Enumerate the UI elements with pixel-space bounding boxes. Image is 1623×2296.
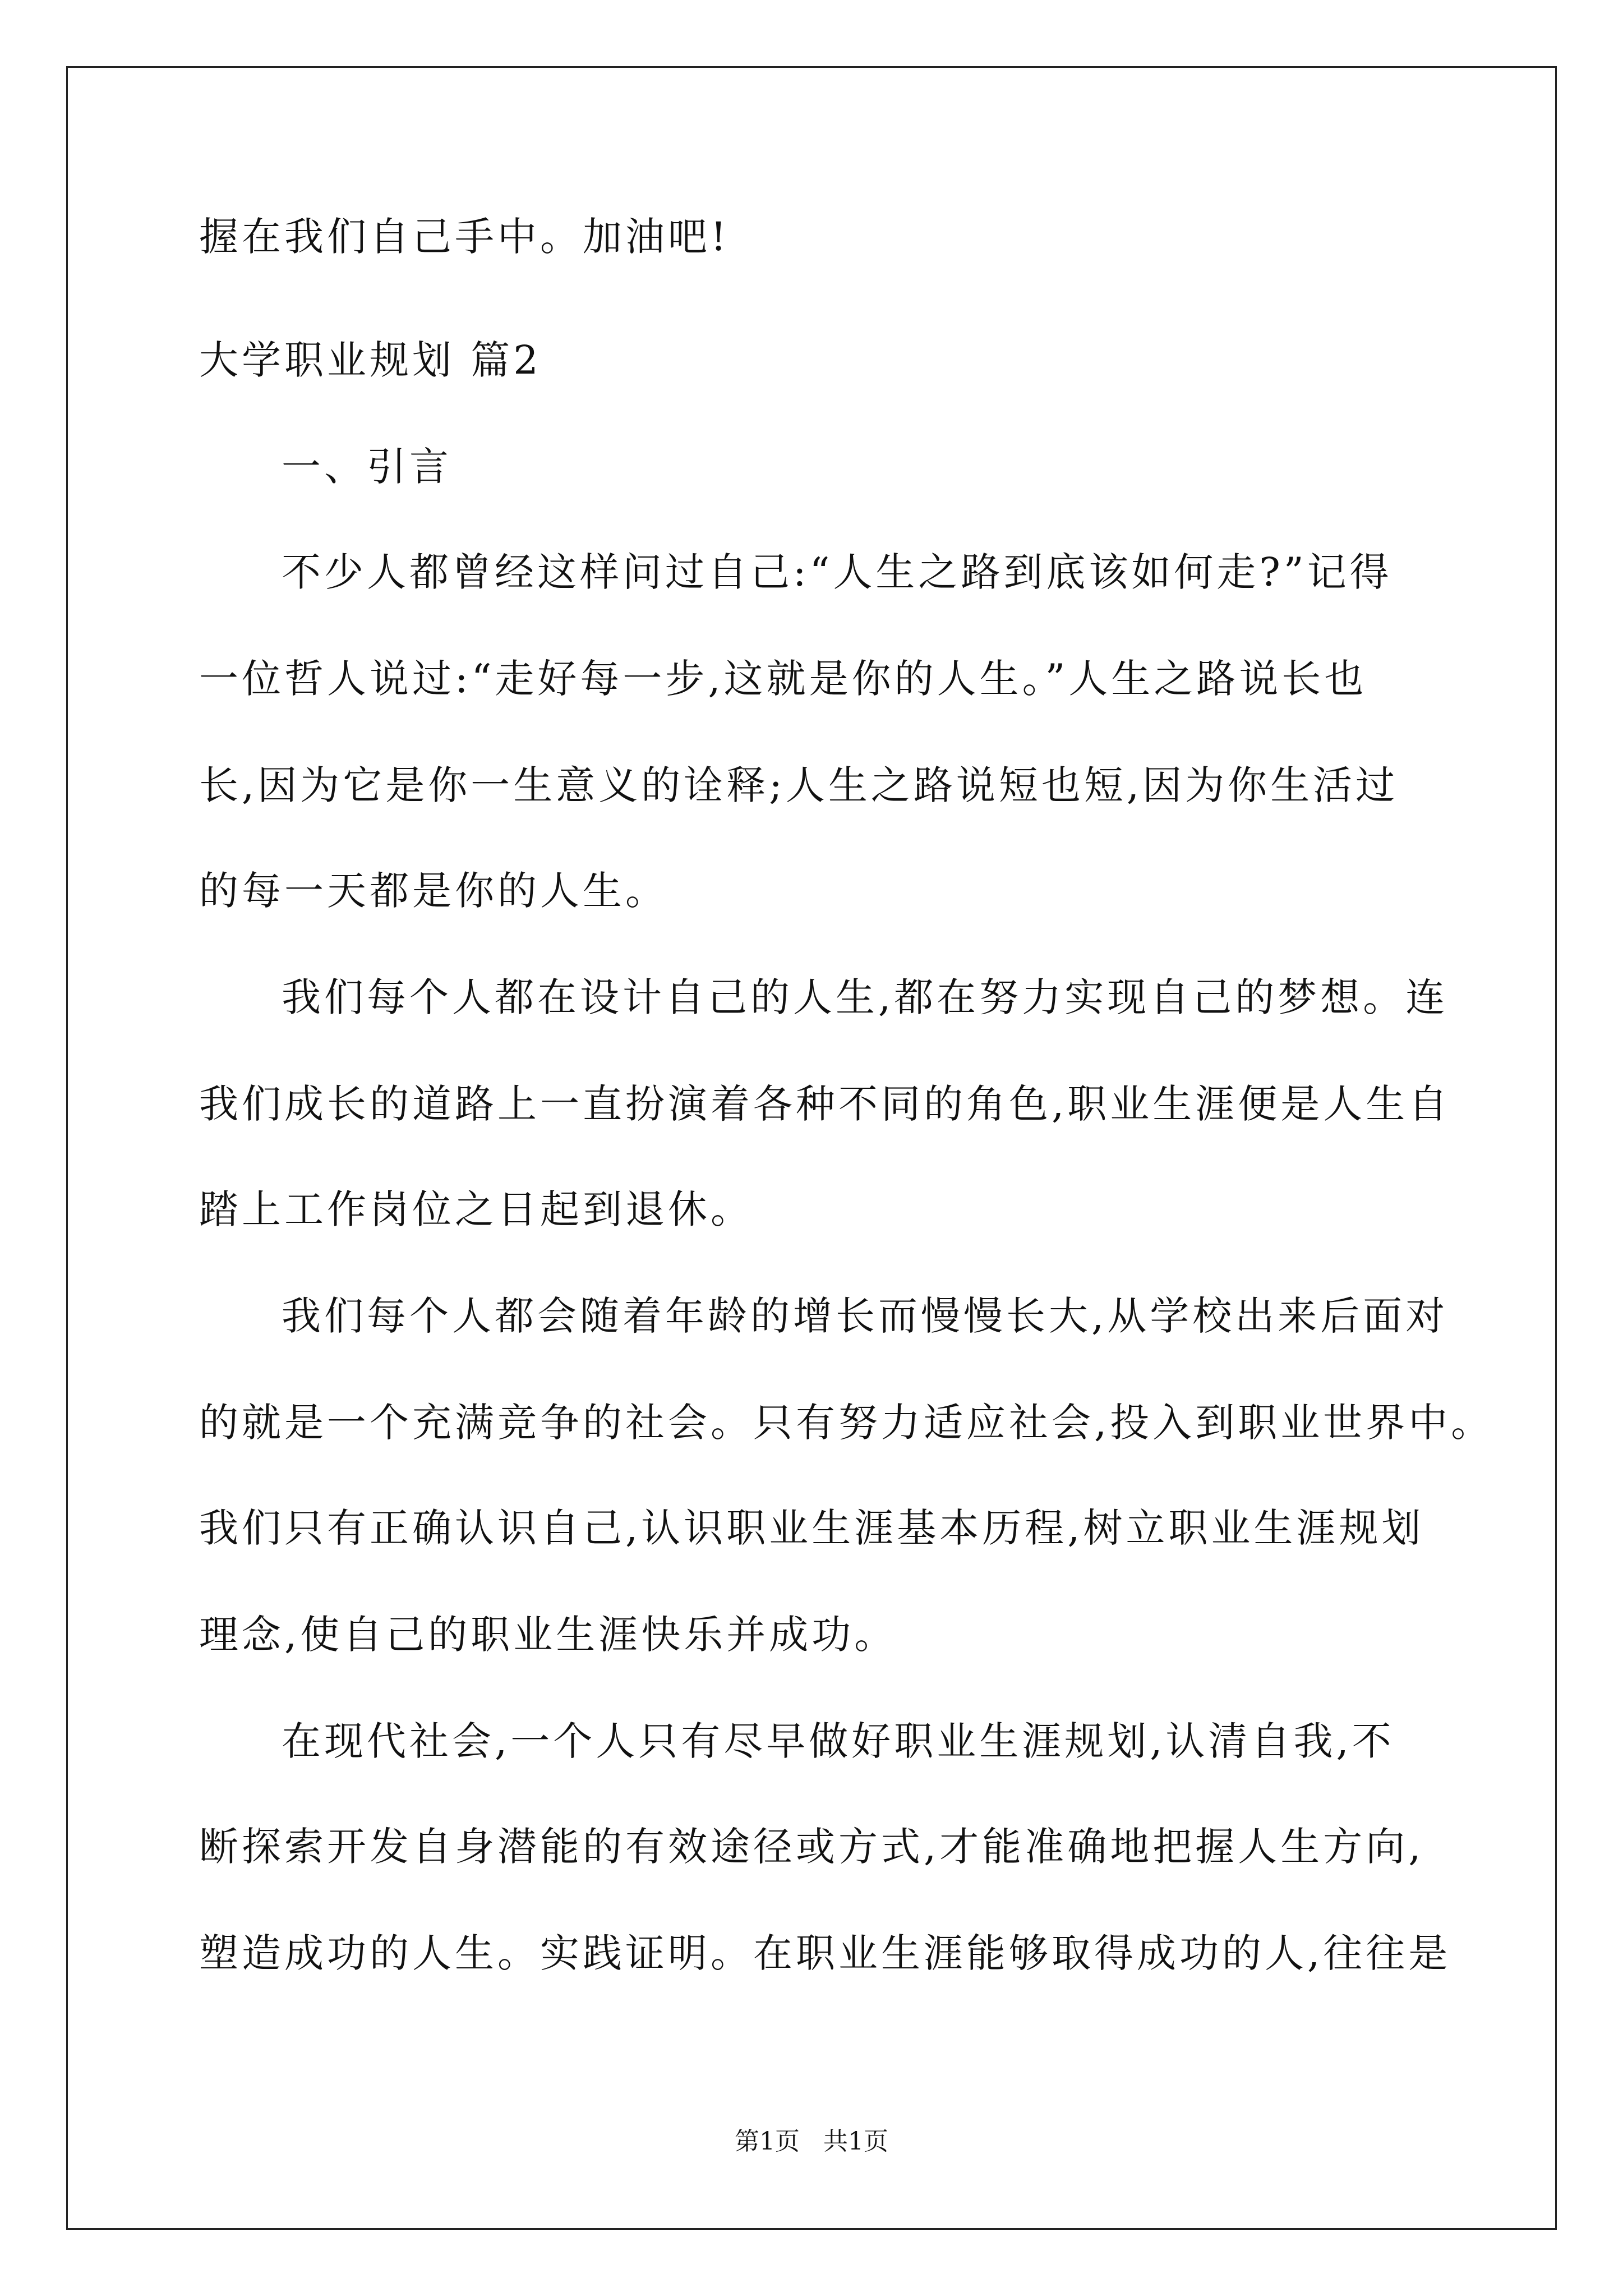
text-line: 握在我们自己手中。加油吧! [199,214,730,260]
subsection-heading: 一、引言 [282,444,452,490]
text-line: 一位哲人说过:“走好每一步,这就是你的人生。”人生之路说长也 [199,656,1367,702]
page-border [66,66,1557,2230]
text-line: 长,因为它是你一生意义的诠释;人生之路说短也短,因为你生活过 [199,762,1399,808]
text-line: 的每一天都是你的人生。 [199,868,668,914]
section-heading: 大学职业规划 篇2 [199,337,542,383]
text-line: 断探索开发自身潜能的有效途径或方式,才能准确地把握人生方向, [199,1824,1424,1870]
text-line: 我们每个人都在设计自己的人生,都在努力实现自己的梦想。连 [282,974,1449,1020]
text-line: 理念,使自己的职业生涯快乐并成功。 [199,1612,897,1658]
text-line: 我们每个人都会随着年龄的增长而慢慢长大,从学校出来后面对 [282,1293,1449,1339]
text-line: 我们成长的道路上一直扮演着各种不同的角色,职业生涯便是人生自 [199,1081,1451,1127]
page-footer: 第1页 共1页 [735,2127,888,2156]
text-line: 我们只有正确认识自己,认识职业生涯基本历程,树立职业生涯规划 [199,1505,1424,1551]
text-line: 在现代社会,一个人只有尽早做好职业生涯规划,认清自我,不 [282,1718,1395,1764]
text-line: 不少人都曾经这样问过自己:“人生之路到底该如何走?”记得 [282,549,1393,595]
text-line: 塑造成功的人生。实践证明。在职业生涯能够取得成功的人,往往是 [199,1930,1451,1976]
text-line: 踏上工作岗位之日起到退休。 [199,1186,753,1232]
text-line: 的就是一个充满竞争的社会。只有努力适应社会,投入到职业世界中。 [199,1400,1494,1446]
